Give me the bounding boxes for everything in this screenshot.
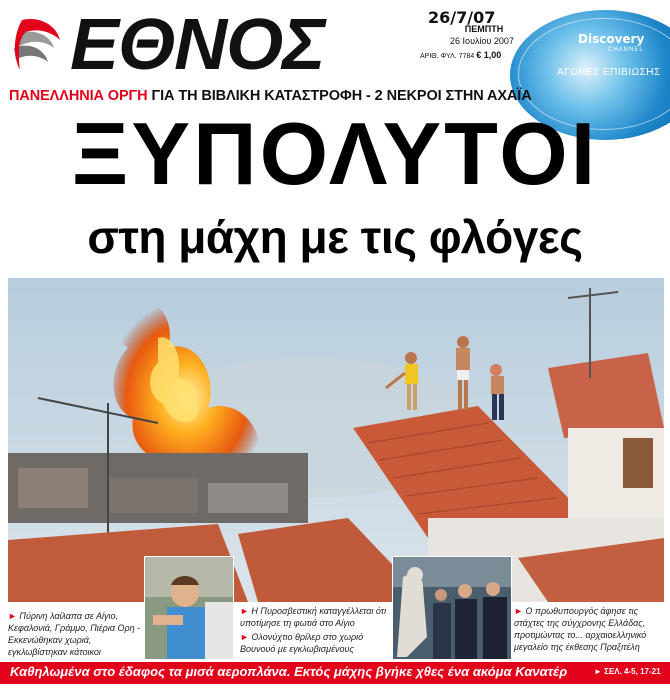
promo-brand: Discovery bbox=[578, 32, 645, 46]
thumb-photo-prime-minister bbox=[392, 556, 512, 660]
thumb-photo-child bbox=[144, 556, 234, 660]
arrow-right-icon: ► bbox=[514, 606, 526, 616]
handwritten-date: 26/7/07 bbox=[428, 8, 496, 27]
arrow-right-icon: ► bbox=[8, 611, 20, 621]
promo-title: ΑΓΩΝΕΣ ΕΠΙΒΙΩΣΗΣ bbox=[557, 67, 661, 78]
issue-price: € 1,00 bbox=[476, 50, 502, 60]
caption-fires: ► Πύρινη λαίλαπα σε Αίγιο, Κεφαλονιά, Γράμμο, Πιέρια Ορη - Εκκενώθηκαν χωριά, εγκλωβίστηκαν κάτοικοι bbox=[8, 611, 141, 657]
footer-text: Καθηλωμένα στο έδαφος τα μισά αεροπλάνα. Εκτός μάχης βγήκε χθες ένα ακόμα Κανατέρ bbox=[10, 664, 568, 679]
ethnos-logo-icon bbox=[8, 14, 64, 74]
caption-prime-minister: ► Ο πρωθυπουργός άφησε τις στάχτες της σύγχρονης Ελλάδας, προτιμώντας το... αρχαιοελληνικό μεγαλείο της έκθεσης Πραξιτέλη bbox=[514, 606, 647, 652]
sub-headline: στη μάχη με τις φλόγες bbox=[87, 211, 583, 263]
caption-fire-service: ► Η Πυροσβεστική καταγγέλλεται ότι υποτίμησε τη φωτιά στο Αίγιο ► Ολονύχτιο θρίλερ στο χωριό Βουνουό με εγκλωβισμένους bbox=[240, 606, 387, 654]
promo-brand-sub: CHANNEL bbox=[608, 47, 644, 53]
arrow-right-icon: ► bbox=[240, 632, 252, 642]
main-headline: ΞΥΠΟΛΥΤΟΙ bbox=[71, 104, 599, 203]
footer-pages: ► ΣΕΛ. 4-5, 17-21 bbox=[594, 667, 661, 676]
arrow-right-icon: ► bbox=[240, 606, 252, 616]
main-photo-rooftop-fire bbox=[8, 278, 664, 602]
masthead-title: ΕΘΝΟΣ bbox=[70, 5, 325, 85]
issue-date: 26 Ιουλίου 2007 bbox=[450, 36, 514, 46]
strapline-black: ΓΙΑ ΤΗ ΒΙΒΛΙΚΗ ΚΑΤΑΣΤΡΟΦΗ - 2 ΝΕΚΡΟΙ ΣΤΗΝ ΑΧΑΪΑ bbox=[147, 88, 532, 104]
arrow-right-icon: ► bbox=[594, 667, 605, 676]
strapline-red: ΠΑΝΕΛΛΗΝΙΑ ΟΡΓΗ bbox=[9, 88, 148, 104]
issue-day: ΠΕΜΠΤΗ bbox=[464, 24, 504, 34]
issue-number: ΑΡΙΘ. ΦΥΛ. 7784 bbox=[420, 53, 475, 60]
